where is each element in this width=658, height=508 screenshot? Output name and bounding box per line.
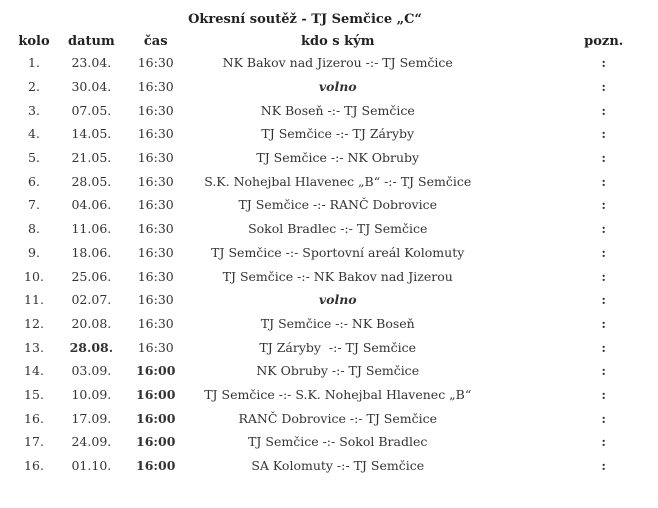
table-header-row — [0, 31, 626, 51]
cell-spacer — [479, 288, 582, 312]
header-pozn: pozn. — [584, 33, 624, 49]
cell-pozn: : — [601, 244, 607, 260]
cell-spacer — [479, 51, 582, 75]
cell-cas: 16:00 — [136, 386, 176, 402]
cell-datum: 18.06. — [71, 244, 112, 260]
table-row — [0, 430, 626, 454]
cell-datum: 28.05. — [71, 173, 112, 189]
cell-cas: 16:30 — [137, 126, 174, 142]
cell-datum: 04.06. — [71, 197, 112, 213]
cell-cas: 16:00 — [136, 458, 176, 474]
cell-spacer — [479, 98, 582, 122]
table-row — [0, 264, 626, 288]
table-row — [0, 98, 626, 122]
table-row — [0, 75, 626, 99]
cell-kolo: 17. — [24, 434, 44, 450]
cell-pozn: : — [601, 173, 607, 189]
cell-datum: 30.04. — [71, 79, 112, 95]
table-row — [0, 122, 626, 146]
cell-kolo: 16. — [24, 410, 44, 426]
cell-spacer — [479, 169, 582, 193]
cell-spacer — [479, 383, 582, 407]
cell-cas: 16:30 — [137, 197, 174, 213]
table-row — [0, 406, 626, 430]
table-row — [0, 217, 626, 241]
cell-match: NK Boseň -:- TJ Semčice — [260, 102, 415, 118]
cell-spacer — [479, 359, 582, 383]
table-row — [0, 454, 626, 478]
cell-pozn: : — [601, 197, 607, 213]
table-row — [0, 146, 626, 170]
cell-match: RANČ Dobrovice -:- TJ Semčice — [238, 410, 438, 426]
cell-match: TJ Semčice -:- Sportovní areál Kolomuty — [211, 244, 465, 260]
cell-match: volno — [318, 292, 357, 308]
cell-datum: 01.10. — [71, 458, 112, 474]
cell-spacer — [479, 217, 582, 241]
cell-cas: 16:30 — [137, 315, 174, 331]
header-datum: datum — [68, 33, 115, 49]
table-row — [0, 383, 626, 407]
cell-kolo: 4. — [28, 126, 40, 142]
cell-pozn: : — [601, 458, 607, 474]
cell-match: TJ Semčice -:- Sokol Bradlec — [248, 434, 428, 450]
cell-spacer — [479, 146, 582, 170]
cell-datum: 02.07. — [71, 292, 112, 308]
cell-datum: 07.05. — [71, 102, 112, 118]
header-cas: čas — [143, 33, 168, 49]
cell-match: Sokol Bradlec -:- TJ Semčice — [248, 221, 428, 237]
cell-pozn: : — [601, 363, 607, 379]
cell-spacer — [479, 75, 582, 99]
cell-spacer — [479, 122, 582, 146]
cell-match: volno — [318, 79, 357, 95]
cell-pozn: : — [601, 315, 607, 331]
table-row — [0, 288, 626, 312]
cell-match: TJ Záryby -:- TJ Semčice — [259, 339, 417, 355]
cell-spacer — [479, 241, 582, 265]
cell-kolo: 3. — [28, 102, 40, 118]
cell-datum: 25.06. — [71, 268, 112, 284]
cell-cas: 16:00 — [136, 410, 176, 426]
cell-datum: 24.09. — [71, 434, 112, 450]
cell-pozn: : — [601, 434, 607, 450]
cell-datum: 17.09. — [71, 410, 112, 426]
cell-pozn: : — [601, 126, 607, 142]
cell-cas: 16:30 — [137, 79, 174, 95]
cell-spacer — [479, 264, 582, 288]
cell-match: TJ Semčice -:- NK Bakov nad Jizerou — [222, 268, 453, 284]
cell-match: SA Kolomuty -:- TJ Semčice — [251, 458, 425, 474]
cell-match: TJ Semčice -:- S.K. Nohejbal Hlavenec „B“ — [204, 386, 472, 402]
cell-kolo: 6. — [28, 173, 40, 189]
cell-pozn: : — [601, 55, 607, 71]
cell-pozn: : — [601, 268, 607, 284]
cell-match: TJ Semčice -:- NK Boseň — [260, 315, 415, 331]
cell-cas: 16:30 — [137, 244, 174, 260]
table-row — [0, 335, 626, 359]
cell-kolo: 12. — [24, 315, 44, 331]
cell-cas: 16:30 — [137, 292, 174, 308]
schedule-table — [0, 31, 626, 477]
cell-match: S.K. Nohejbal Hlavenec „B“ -:- TJ Semčice — [204, 173, 472, 189]
cell-kolo: 10. — [24, 268, 44, 284]
cell-pozn: : — [601, 79, 607, 95]
cell-pozn: : — [601, 410, 607, 426]
cell-pozn: : — [601, 292, 607, 308]
cell-match: TJ Semčice -:- NK Obruby — [256, 150, 420, 166]
cell-kolo: 2. — [28, 79, 40, 95]
cell-kolo: 1. — [28, 55, 40, 71]
cell-datum: 03.09. — [71, 363, 112, 379]
cell-pozn: : — [601, 339, 607, 355]
cell-spacer — [479, 430, 582, 454]
cell-datum: 28.08. — [69, 339, 114, 355]
table-row — [0, 359, 626, 383]
header-kolo: kolo — [18, 33, 50, 49]
cell-kolo: 16. — [24, 458, 44, 474]
table-row — [0, 169, 626, 193]
header-kdo-s-kym: kdo s kým — [301, 33, 375, 49]
cell-datum: 20.08. — [71, 315, 112, 331]
table-row — [0, 51, 626, 75]
page-title: Okresní soutěž - TJ Semčice „C“ — [188, 12, 422, 27]
cell-pozn: : — [601, 102, 607, 118]
cell-spacer — [479, 312, 582, 336]
cell-pozn: : — [601, 150, 607, 166]
cell-kolo: 14. — [24, 363, 44, 379]
cell-match: NK Obruby -:- TJ Semčice — [256, 363, 420, 379]
cell-match: TJ Semčice -:- TJ Záryby — [261, 126, 415, 142]
cell-kolo: 13. — [24, 339, 44, 355]
cell-match: TJ Semčice -:- RANČ Dobrovice — [238, 197, 438, 213]
cell-datum: 11.06. — [71, 221, 112, 237]
cell-cas: 16:00 — [136, 363, 176, 379]
table-row — [0, 312, 626, 336]
cell-kolo: 7. — [28, 197, 40, 213]
cell-cas: 16:30 — [137, 268, 174, 284]
cell-kolo: 8. — [28, 221, 40, 237]
cell-cas: 16:00 — [136, 434, 176, 450]
table-row — [0, 193, 626, 217]
cell-datum: 14.05. — [71, 126, 112, 142]
cell-spacer — [479, 335, 582, 359]
cell-kolo: 11. — [24, 292, 44, 308]
cell-spacer — [479, 406, 582, 430]
cell-kolo: 5. — [28, 150, 40, 166]
cell-datum: 21.05. — [71, 150, 112, 166]
header-spacer — [479, 31, 582, 51]
cell-pozn: : — [601, 386, 607, 402]
cell-cas: 16:30 — [137, 150, 174, 166]
cell-cas: 16:30 — [137, 339, 174, 355]
cell-datum: 10.09. — [71, 386, 112, 402]
cell-spacer — [479, 454, 582, 478]
cell-spacer — [479, 193, 582, 217]
cell-cas: 16:30 — [137, 173, 174, 189]
cell-cas: 16:30 — [137, 55, 174, 71]
cell-kolo: 9. — [28, 244, 40, 260]
cell-kolo: 15. — [24, 386, 44, 402]
cell-cas: 16:30 — [137, 221, 174, 237]
cell-pozn: : — [601, 221, 607, 237]
table-row — [0, 241, 626, 265]
cell-cas: 16:30 — [137, 102, 174, 118]
cell-match: NK Bakov nad Jizerou -:- TJ Semčice — [222, 55, 453, 71]
cell-datum: 23.04. — [71, 55, 112, 71]
